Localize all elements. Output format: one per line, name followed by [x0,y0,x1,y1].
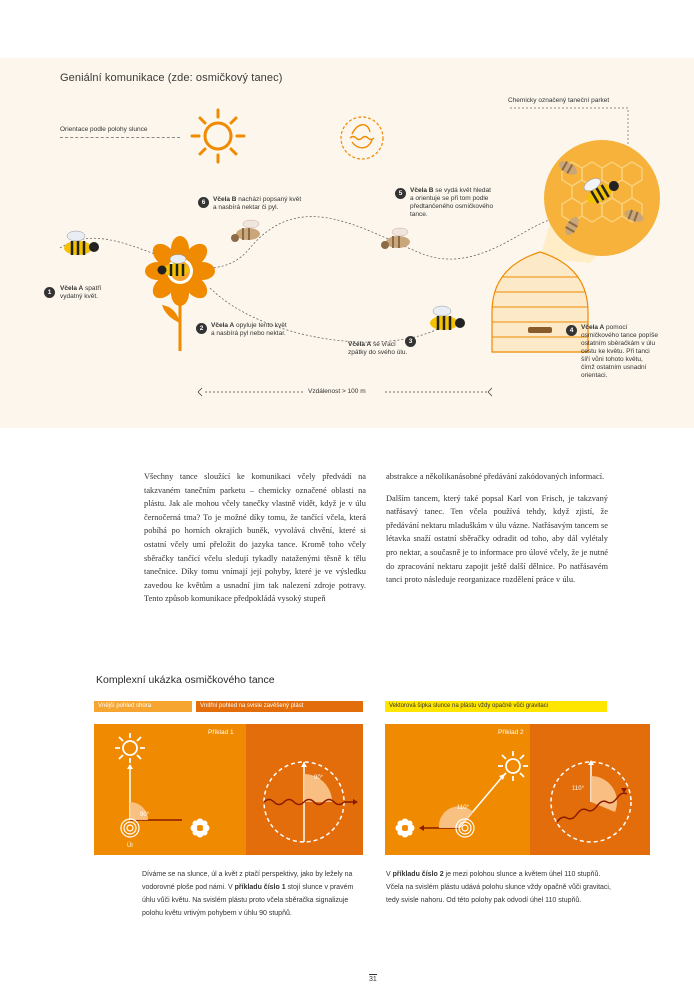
step-4-text: Včela A pomocí osmičkového tance popíše ostatním sběračkám v úlu cestu ke květu. Při tanci šíří vůni tohoto květu, čímž ostatním usnadní orientaci. [581,324,658,379]
flight-path [60,217,560,268]
step-1-text: Včela A spatří vydatný květ. [60,285,102,300]
example1-label: Příklad 1 [208,729,234,736]
step-3-text: Včela A se vrací zpátky do svého úlu. [348,341,408,356]
example2-label: Příklad 2 [498,729,524,736]
step-5-number: 5 [395,188,406,199]
step-4-number: 4 [566,325,577,336]
step-2-text: Včela A opyluje tento květ a nasbírá pyl nebo nektar. [211,322,287,337]
example1-angle-a: 90° [140,812,150,818]
example2-angle-a: 110° [457,805,469,811]
example2-angle-b: 110° [572,786,584,792]
bee-a-returning-icon [430,306,465,330]
flower-icon [145,236,215,351]
body-paragraph: Dalším tancem, který také popsal Karl von Frisch, je takzvaný natřásavý tanec. Ten včela používá tehdy, když zjistí, že předávání nektaru mladuškám v úlu vázne. Natřásavým tancem se létavka snaží ostatní sběračky odradit od toho, aby dál vylétaly pro nektar, a současně je to informace pro úlové včely, že je nutné do zpracování nektaru zapojit ještě další dělnice. Po natřásavém tanci proto následuje reorganizace rozdělení práce v úlu. [386,493,608,585]
waggle-dance-diagram [551,760,631,842]
sun-icon [192,110,244,162]
step-6-text: Včela B nachází popsaný květ a nasbírá nektar či pyl. [213,196,302,211]
beehive-icon [492,252,588,352]
hive-spiral-icon [121,819,139,837]
section-title: Komplexní ukázka osmičkového tance [96,674,275,686]
flower-icon [191,819,210,838]
bee-b-flying-icon [381,228,410,249]
waggle-dance-diagram [264,762,358,842]
sun-icon [115,733,145,763]
body-column-right [386,470,608,595]
distance-label: Vzdálenost > 100 m [308,388,366,395]
bee-b-icon [231,220,260,242]
example1-diagram [94,724,363,855]
body-paragraph: Všechny tance sloužící ke komunikaci včely předvádí na takzvaném tanečním parketu – chemicky označené oblasti na plástu. Jak ale mohou včely tanečky vlastně vidět, když je v úlu černočerná tma? To je možné díky tomu, že tančící včela, která pobíhá po horních okrajích buněk, vyvolává chvění, které si ostatní včely umí přeložit do jazyka tance. Kromě toho včely sběračky tančící včelu sledují tykadly nataženými těsně k tělu tanečnice. Díky tomu vnímají její pohyby, které je ve výsledku zavedou ke květům a usnadní jim tak nalezení zdroje potravy. Tento způsob komunikace předpokládá vysoký stupeň [144,472,366,604]
tag-inner-view: Vnitřní pohled na svisle zavěšený plást [196,701,363,712]
body-paragraph: abstrakce a několikanásobné předávání zakódovaných informací. [386,472,605,481]
waggle-dance-icon [341,117,383,159]
tag-vector: Vektorová šipka slunce na plástu vždy opačně vůči gravitaci [385,701,607,712]
caption-example2: V příkladu číslo 2 je mezi polohou slunce a květem úhel 110 stupňů. Včela na svislém plástu udává polohu slunce vždy opačně vůči gravitaci, tedy svisle nahoru. Od této polohy pak odvodí úhel 110 stupňů. [386,871,611,904]
label-sun-orientation: Orientace podle polohy slunce [60,126,148,133]
step-6-number: 6 [198,197,209,208]
hive-spiral-icon [456,819,474,837]
example2-diagram [385,724,650,855]
example1-angle-b: 90° [314,775,324,781]
tag-outer-view: Vnější pohled shora [94,701,192,712]
caption-example1: Díváme se na slunce, úl a květ z ptačí perspektivy, jako by ležely na vodorovné ploše pod námi. V příkladu číslo 1 stojí slunce v pravém úhlu vůči květu. Na svislém plástu proto včela sběračka signalizuje polohu květu vrtivým pohybem v úhlu 90 stupňů. [142,871,354,917]
bee-a-icon [64,231,99,255]
label-parquet: Chemicky označený taneční parket [508,97,610,104]
flower-icon [396,819,415,838]
page-number: 31 [369,976,377,983]
step-3-number: 3 [405,336,416,347]
body-column-left [144,470,366,614]
step-2-number: 2 [196,323,207,334]
step-5-text: Včela B se vydá květ hledat a orientuje se při tom podle předtančeného osmičkového tance. [410,187,494,218]
hive-label: Úl [127,843,133,849]
honeycomb-closeup [544,140,660,256]
step-1-number: 1 [44,287,55,298]
figure-title: Geniální komunikace (zde: osmičkový tanec) [60,72,283,84]
